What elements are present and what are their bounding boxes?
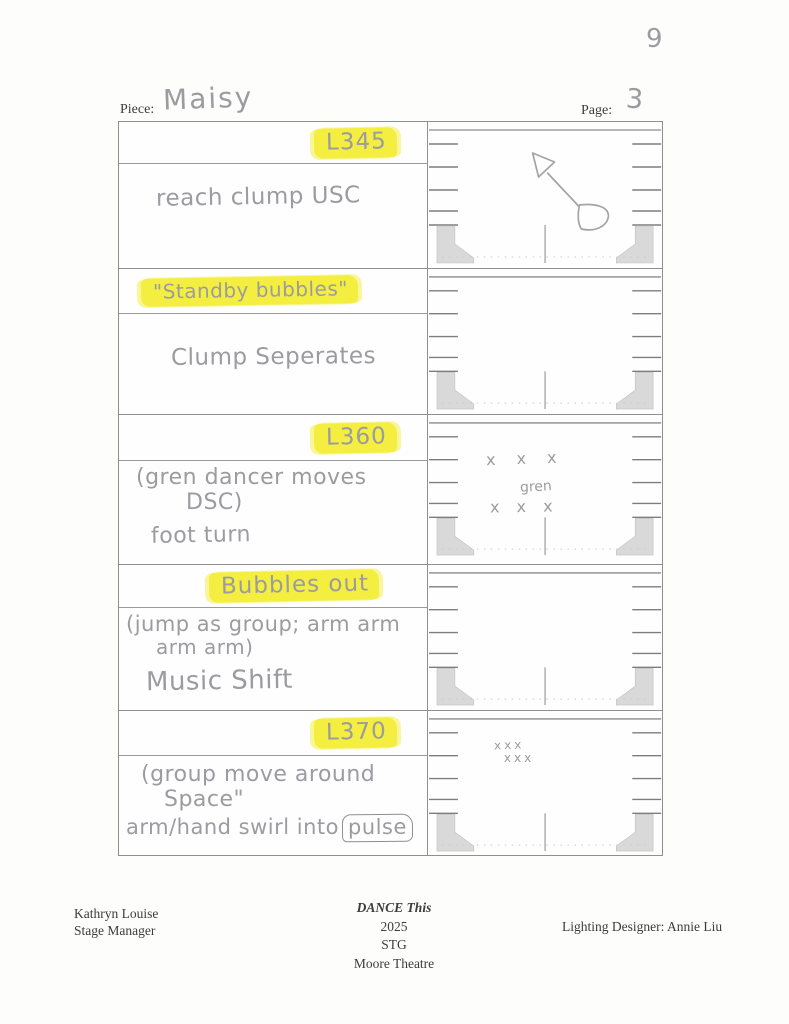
dancer-x-marks-top: xxx [493, 737, 525, 753]
production-venue: Moore Theatre [353, 955, 435, 971]
page-label: Page: [581, 103, 613, 118]
notes-cell [119, 415, 428, 564]
notes-cell [119, 122, 428, 268]
production-year: 2025 [380, 918, 408, 934]
cue-row-block-5 [119, 710, 662, 855]
note-line: reach clump USC [155, 182, 361, 212]
footer-lighting-designer: Lighting Designer: Annie Liu [562, 919, 723, 934]
clump-move-arrow-sketch [532, 153, 608, 230]
note-line: Clump Seperates [170, 343, 377, 371]
highlighted-cue: "Standby bubbles" [141, 275, 358, 307]
cue-label-row [119, 565, 427, 608]
piece-value-handwritten: Maisy [162, 80, 254, 117]
note-line: (group move around [141, 762, 376, 787]
notes-cell [119, 269, 428, 414]
note-line: (jump as group; arm arm [126, 612, 401, 636]
highlighted-cue: L370 [314, 717, 397, 749]
stage-diagram [428, 415, 662, 564]
notes-cell [119, 565, 428, 710]
cue-row-block-2 [119, 268, 662, 414]
note-line: foot turn [150, 522, 252, 549]
cue-row-block-4 [119, 564, 662, 710]
note-line: arm arm) [156, 635, 254, 659]
stage-manager-title: Stage Manager [74, 922, 156, 938]
note-line [126, 814, 413, 842]
dancer-x-marks-bottom: xxx [503, 751, 535, 765]
cue-label-row [119, 122, 427, 164]
notes-body [119, 164, 427, 268]
cue-row-block-3 [119, 414, 662, 564]
dancer-label-gren: gren [519, 478, 553, 496]
notes-body [119, 756, 427, 855]
notes-body [119, 608, 427, 710]
cue-label-row [119, 415, 427, 461]
stage-diagram [428, 711, 662, 855]
note-line: DSC) [186, 490, 243, 515]
highlighted-cue: Bubbles out [209, 569, 380, 603]
corner-page-number: 9 [646, 24, 663, 54]
highlighted-cue: L360 [314, 422, 397, 454]
dancer-x-marks-bottom: x x x [489, 496, 553, 517]
notes-cell [119, 711, 428, 855]
footer-stage-manager [74, 906, 158, 939]
boxed-word-pulse: pulse [342, 814, 413, 843]
stage-diagram [428, 122, 662, 268]
notes-body [119, 314, 427, 414]
stage-diagram [428, 565, 662, 710]
cue-label-row [119, 711, 427, 756]
stage-manager-name: Kathryn Louise [74, 906, 159, 921]
note-line: (gren dancer moves [136, 465, 367, 490]
note-text: arm/hand swirl into [126, 815, 339, 839]
page-value-handwritten: 3 [624, 83, 645, 116]
cue-label-row [119, 269, 427, 314]
piece-label: Piece: [120, 102, 155, 117]
note-line: Music Shift [145, 664, 294, 698]
production-company: STG [381, 937, 407, 952]
cue-sheet-table [118, 121, 663, 856]
dancer-x-marks-top: x x x [485, 447, 557, 470]
cue-row-block-1 [119, 122, 662, 268]
footer-production-info [304, 899, 484, 973]
notes-body [119, 461, 427, 564]
production-title: DANCE This [356, 900, 432, 915]
note-line: Space" [164, 787, 245, 812]
stage-diagram [428, 269, 662, 414]
highlighted-cue: L345 [314, 127, 397, 159]
